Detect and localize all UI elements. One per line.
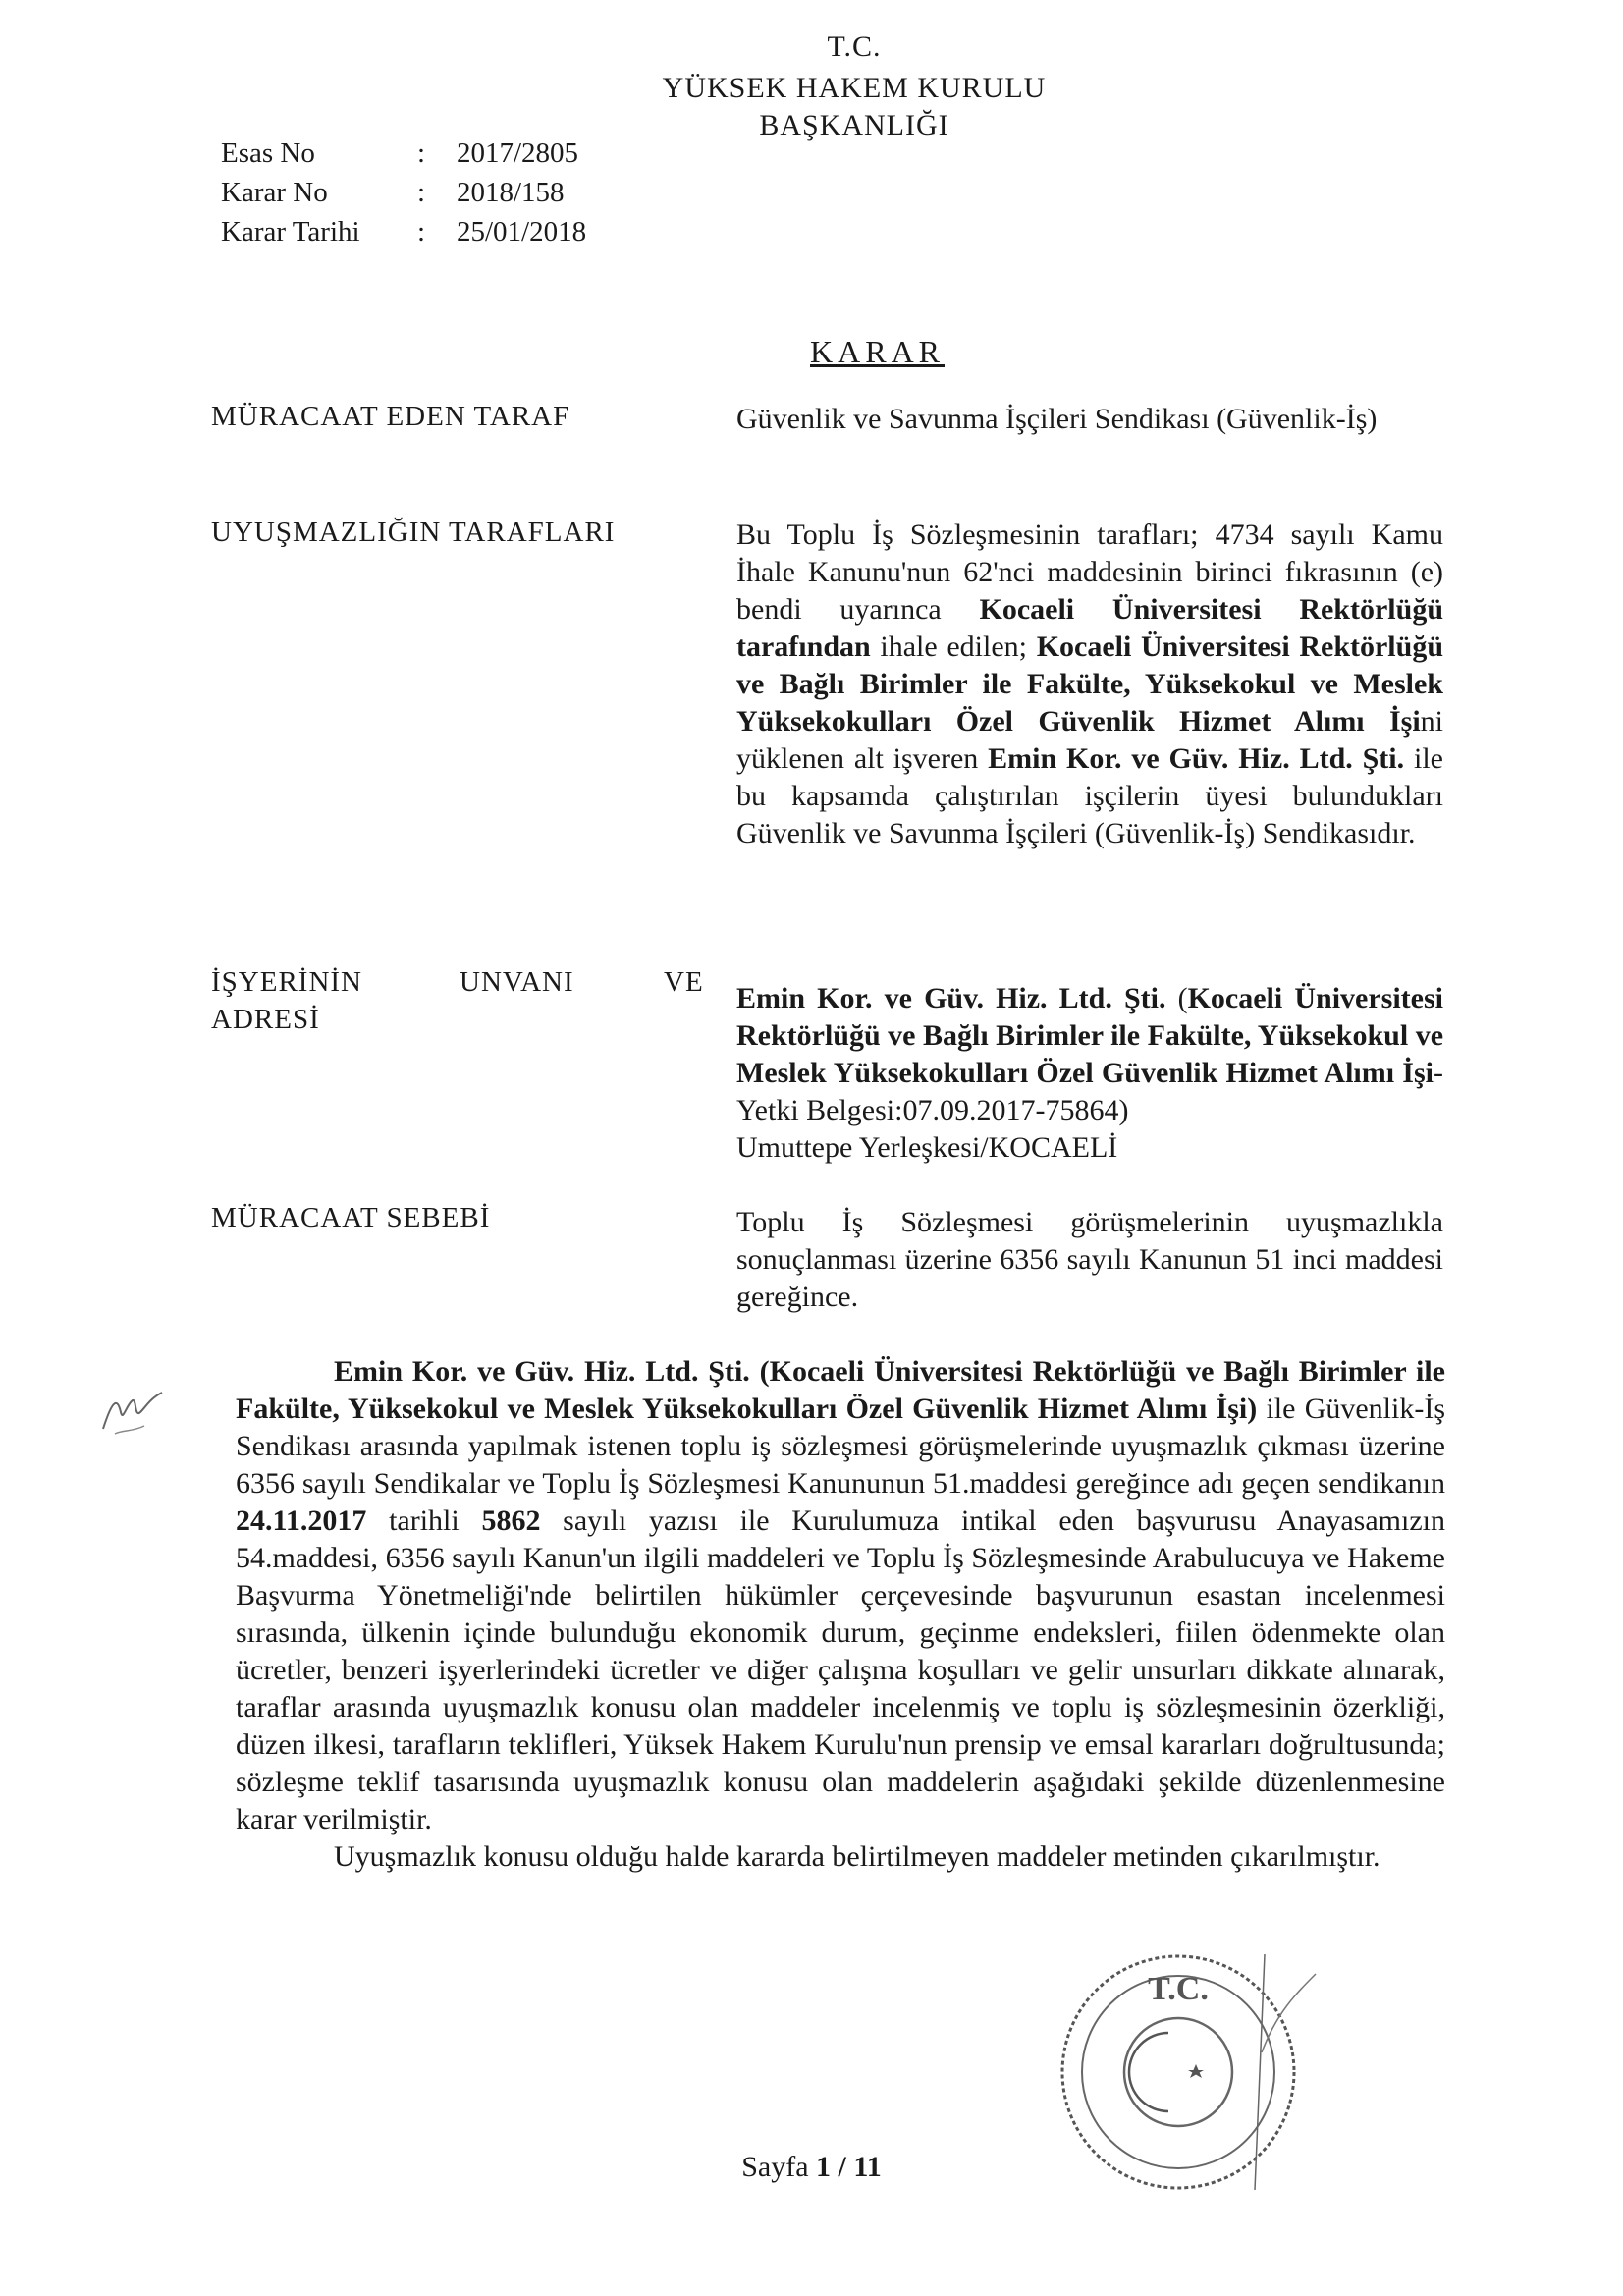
decision-body	[236, 1353, 1445, 1876]
workplace-value: Emin Kor. ve Güv. Hiz. Ltd. Şti. (Kocaeli Üniversitesi Rektörlüğü ve Bağlı Birimler ile Fakülte, Yüksekokul ve Meslek Yüksekokulları Özel Güvenlik Hizmet Alımı İşi-Yetki Belgesi:07.09.2017-75864) Umuttepe Yerleşkesi/KOCAELİ	[736, 982, 1444, 1164]
header-presidency: BAŞKANLIĞI	[759, 109, 949, 141]
meta-value: 2017/2805	[457, 137, 579, 169]
workplace-label-1: İŞYERİNİN	[211, 966, 362, 998]
document-title: KARAR	[810, 334, 946, 369]
workplace-label-3: VE	[664, 966, 704, 998]
handwritten-initial-icon	[93, 1375, 172, 1444]
workplace-label-2: UNVANI	[460, 966, 574, 998]
body-paragraph-2: Uyuşmazlık konusu olduğu halde kararda belirtilmeyen maddeler metinden çıkarılmıştır.	[334, 1840, 1380, 1873]
applicant-label: MÜRACAAT EDEN TARAF	[211, 401, 570, 432]
parties-value: Bu Toplu İş Sözleşmesinin tarafları; 4734 sayılı Kamu İhale Kanunu'nun 62'nci maddesinin birinci fıkrasının (e) bendi uyarınca Kocaeli Üniversitesi Rektörlüğü tarafından ihale edilen; Kocaeli Üniversitesi Rektörlüğü ve Bağlı Birimler ile Fakülte, Yüksekokul ve Meslek Yüksekokulları Özel Güvenlik Hizmet Alımı İşini yüklenen alt işveren Emin Kor. ve Güv. Hiz. Ltd. Şti. ile bu kapsamda çalıştırılan işçilerin üyesi bulundukları Güvenlik ve Savunma İşçileri (Güvenlik-İş) Sendikasıdır.	[736, 519, 1444, 849]
meta-key: Karar No	[221, 177, 328, 208]
page-current: 1	[816, 2151, 832, 2183]
header-institution: YÜKSEK HAKEM KURULU	[662, 72, 1047, 104]
header-tc: T.C.	[827, 30, 882, 63]
workplace-label-4: ADRESİ	[211, 1004, 320, 1035]
reason-value: Toplu İş Sözleşmesi görüşmelerinin uyuşmazlıkla sonuçlanması üzerine 6356 sayılı Kanunun 51 inci maddesi gereğince.	[736, 1206, 1443, 1313]
seal-emblem: T.C.	[1148, 1971, 1209, 2007]
page-sep: /	[831, 2151, 854, 2183]
meta-row-karar	[221, 173, 586, 212]
meta-value: 25/01/2018	[457, 216, 587, 247]
applicant-value: Güvenlik ve Savunma İşçileri Sendikası (Güvenlik-İş)	[736, 403, 1378, 435]
meta-sep: :	[417, 216, 426, 247]
meta-row-esas	[221, 134, 586, 173]
reason-label: MÜRACAAT SEBEBİ	[211, 1202, 491, 1233]
meta-sep: :	[417, 177, 426, 208]
meta-value: 2018/158	[457, 177, 565, 208]
page-number	[0, 2151, 1623, 2184]
meta-key: Esas No	[221, 137, 315, 169]
meta-key: Karar Tarihi	[221, 216, 360, 247]
meta-row-tarih	[221, 212, 586, 251]
page-total: 11	[853, 2151, 882, 2183]
page-prefix: Sayfa	[741, 2151, 817, 2183]
parties-label: UYUŞMAZLIĞIN TARAFLARI	[211, 517, 616, 548]
meta-sep: :	[417, 137, 426, 169]
body-paragraph-1: Emin Kor. ve Güv. Hiz. Ltd. Şti. (Kocaeli Üniversitesi Rektörlüğü ve Bağlı Birimler ile Fakülte, Yüksekokul ve Meslek Yüksekokulları Özel Güvenlik Hizmet Alımı İşi) ile Güvenlik-İş Sendikası arasında yapılmak istenen toplu iş sözleşmesi görüşmelerinde uyuşmazlık çıkması üzerine 6356 sayılı Sendikalar ve Toplu İş Sözleşmesi Kanununun 51.maddesi gereğince adı geçen sendikanın 24.11.2017 tarihli 5862 sayılı yazısı ile Kurulumuza intikal eden başvurusu Anayasamızın 54.maddesi, 6356 sayılı Kanun'un ilgili maddeleri ve Toplu İş Sözleşmesinde Arabulucuya ve Hakeme Başvurma Yönetmeliği'nde belirtilen hükümler çerçevesinde başvurunun esastan incelenmesi sırasında, ülkenin içinde bulunduğu ekonomik durum, geçinme endeksleri, fiilen ödenmekte olan ücretler, benzeri işyerlerindeki ücretler ve diğer çalışma koşulları ve gelir unsurları dikkate alınarak, taraflar arasında uyuşmazlık konusu olan maddeler incelenmiş ve toplu iş sözleşmesinin özerkliği, düzen ilkesi, tarafların teklifleri, Yüksek Hakem Kurulu'nun prensip ve emsal kararları doğrultusunda; sözleşme teklif tasarısında uyuşmazlık konusu olan maddelerin aşağıdaki şekilde düzenlenmesine karar verilmiştir.	[236, 1355, 1445, 1835]
case-meta	[221, 134, 586, 251]
